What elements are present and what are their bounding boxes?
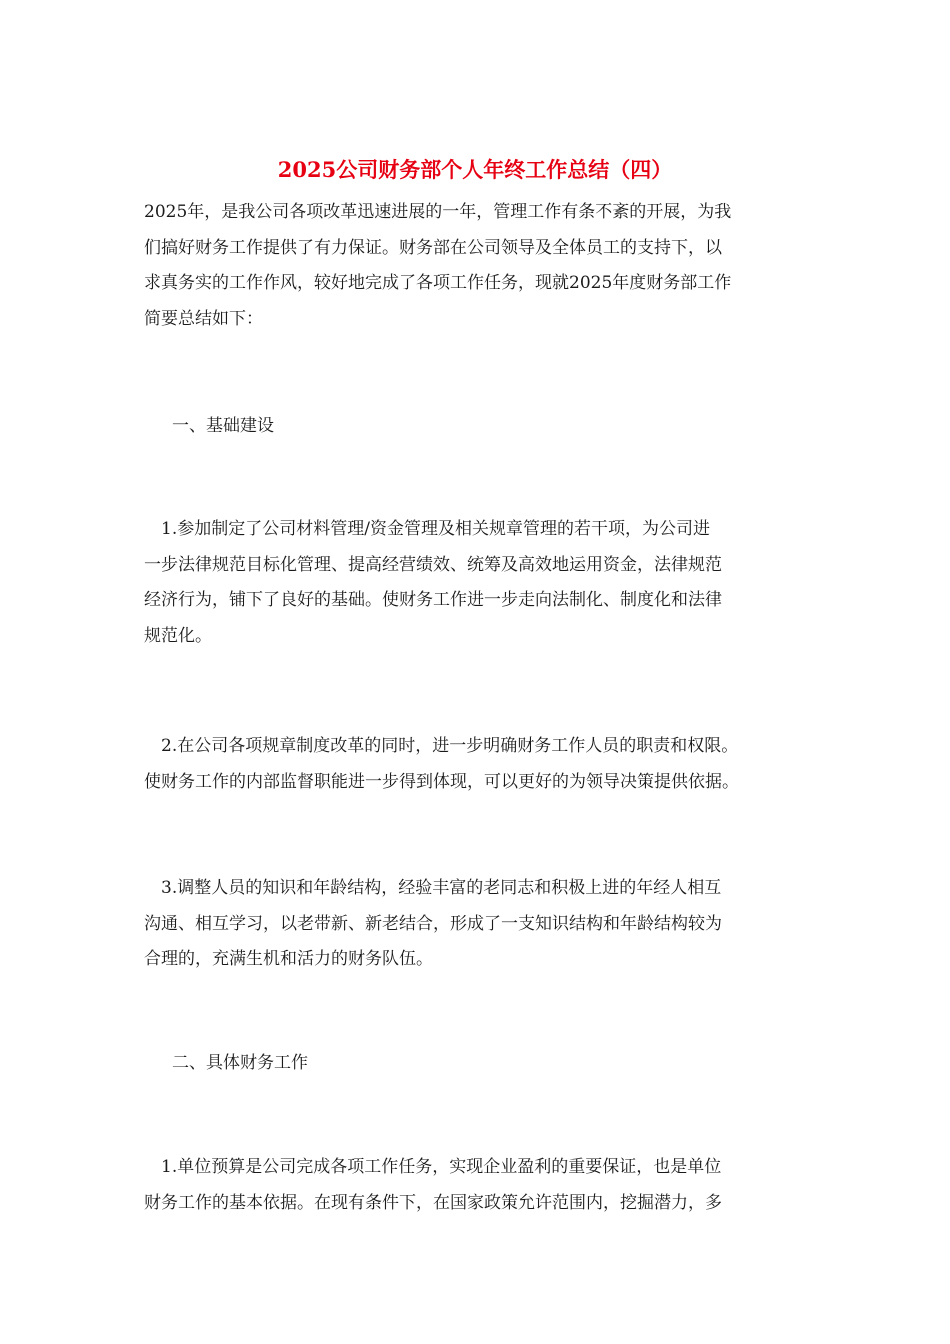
paragraph-line: 规范化。 bbox=[144, 625, 212, 646]
section1-item-1 bbox=[144, 512, 824, 654]
paragraph-line: 们搞好财务工作提供了有力保证。财务部在公司领导及全体员工的支持下，以 bbox=[144, 237, 722, 258]
section1-item-2 bbox=[144, 729, 824, 800]
paragraph-line: 3.调整人员的知识和年龄结构，经验丰富的老同志和积极上进的年经人相互 bbox=[144, 878, 722, 898]
paragraph-line: 1.单位预算是公司完成各项工作任务，实现企业盈利的重要保证，也是单位 bbox=[144, 1157, 722, 1177]
paragraph-line: 1.参加制定了公司材料管理/资金管理及相关规章管理的若干项，为公司进 bbox=[144, 519, 710, 539]
paragraph-line: 财务工作的基本依据。在现有条件下，在国家政策允许范围内，挖掘潜力，多 bbox=[144, 1192, 722, 1213]
paragraph-line: 求真务实的工作作风，较好地完成了各项工作任务，现就2025年度财务部工作 bbox=[144, 273, 732, 293]
document-title: 2025公司财务部个人年终工作总结（四） bbox=[277, 157, 673, 182]
section-heading-2: 二、具体财务工作 bbox=[172, 1053, 308, 1073]
section2-item-1 bbox=[144, 1150, 824, 1221]
paragraph-line: 2025年，是我公司各项改革迅速进展的一年，管理工作有条不紊的开展，为我 bbox=[144, 202, 732, 222]
paragraph-line: 合理的，充满生机和活力的财务队伍。 bbox=[144, 949, 433, 969]
section-heading-1: 一、基础建设 bbox=[172, 416, 274, 436]
paragraph-line: 一步法律规范目标化管理、提高经营绩效、统筹及高效地运用资金，法律规范 bbox=[144, 554, 722, 575]
paragraph-line: 经济行为，铺下了良好的基础。使财务工作进一步走向法制化、制度化和法律 bbox=[144, 590, 722, 610]
paragraph-line: 简要总结如下： bbox=[144, 308, 263, 329]
paragraph-line: 使财务工作的内部监督职能进一步得到体现，可以更好的为领导决策提供依据。 bbox=[144, 771, 739, 792]
intro-paragraph bbox=[144, 195, 824, 337]
section1-item-3 bbox=[144, 871, 824, 978]
paragraph-line: 2.在公司各项规章制度改革的同时，进一步明确财务工作人员的职责和权限。 bbox=[144, 736, 739, 756]
paragraph-line: 沟通、相互学习，以老带新、新老结合，形成了一支知识结构和年龄结构较为 bbox=[144, 913, 722, 934]
